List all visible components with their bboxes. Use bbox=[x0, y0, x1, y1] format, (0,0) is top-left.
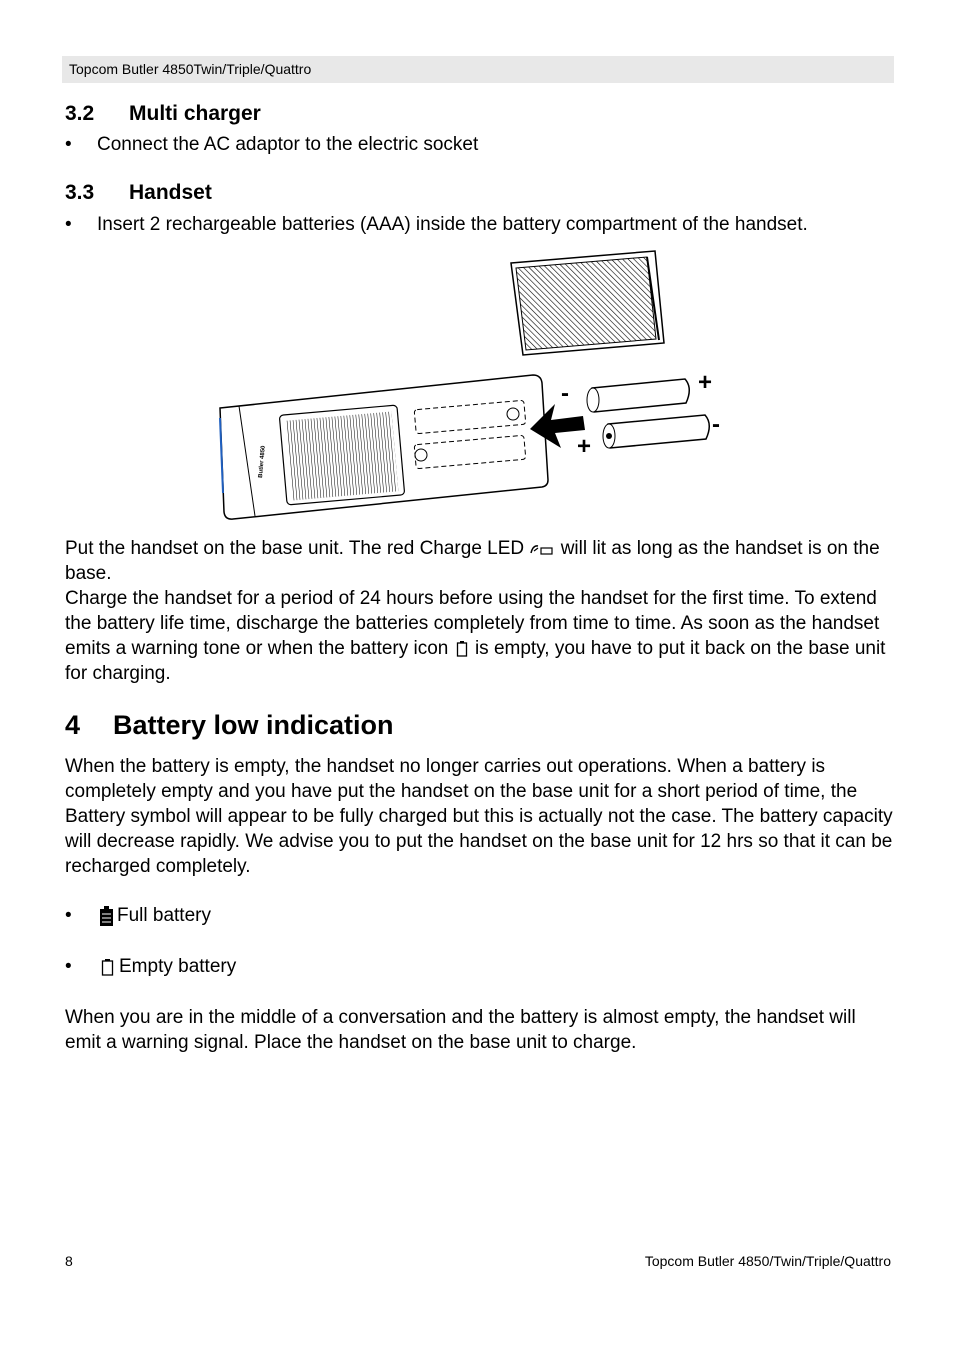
bullet-full-battery bbox=[65, 905, 211, 927]
minus-sign: - bbox=[712, 411, 720, 438]
section-number: 4 bbox=[65, 710, 81, 740]
bullet-mark: • bbox=[65, 905, 72, 927]
paragraph-text: Put the handset on the base unit. The red Charge LED bbox=[65, 538, 525, 559]
battery-bottom bbox=[603, 415, 709, 448]
plus-sign: + bbox=[698, 369, 713, 396]
paragraph-charge-period bbox=[65, 586, 895, 686]
paragraph-text: Charge the handset for a period of 24 hours before using the handset for the first time. To extend the battery life time, discharge the batteries completely from time to time. As soon as the handset emits a warning tone or when the battery icon bbox=[65, 588, 880, 659]
section-title: Handset bbox=[129, 181, 212, 204]
section-title: Multi charger bbox=[129, 102, 261, 125]
running-header-title: Topcom Butler 4850Twin/Triple/Quattro bbox=[69, 61, 312, 77]
bullet-text: Connect the AC adaptor to the electric socket bbox=[97, 134, 479, 155]
section-heading-3-2 bbox=[65, 102, 261, 126]
battery-insertion-figure bbox=[215, 248, 725, 528]
bullet-mark: • bbox=[65, 214, 72, 235]
battery-full-icon bbox=[97, 905, 117, 927]
paragraph-text: will lit as long as the handset is on the base. bbox=[65, 538, 880, 584]
page-number: 8 bbox=[65, 1253, 73, 1269]
section-number: 3.2 bbox=[65, 102, 95, 125]
paragraph-warning-signal: When you are in the middle of a conversation and the battery is almost empty, the handset will emit a warning signal. Place the handset on the base unit to charge. bbox=[65, 1007, 856, 1053]
section-title: Battery low indication bbox=[113, 710, 394, 740]
bullet-mark: • bbox=[65, 134, 72, 155]
paragraph-charge-led bbox=[65, 536, 895, 586]
charge-led-icon bbox=[529, 542, 555, 556]
bullet-insert-batteries bbox=[65, 214, 808, 236]
bullet-connect-adaptor bbox=[65, 134, 478, 156]
battery-empty-icon bbox=[454, 640, 470, 658]
bullet-mark: • bbox=[65, 956, 72, 977]
paragraph-battery-empty: When the battery is empty, the handset no longer carries out operations. When a battery is completely empty and you have put the handset on the base unit for a short period of time, the Battery symbol will appear to be fully charged but this is actually not the case. The battery capacity will decrease rapidly. We advise you to put the handset on the base unit for 12 hrs so that it can be recharged completely. bbox=[65, 756, 893, 877]
battery-empty-icon bbox=[97, 957, 119, 977]
section-heading-3-3 bbox=[65, 181, 212, 205]
battery-top bbox=[587, 379, 689, 412]
battery-cover bbox=[511, 251, 664, 355]
section-heading-4 bbox=[65, 710, 394, 741]
section-number: 3.3 bbox=[65, 181, 95, 204]
running-header bbox=[62, 56, 894, 83]
bullet-text: Empty battery bbox=[119, 956, 237, 977]
handset-body bbox=[220, 375, 548, 519]
bullet-text: Full battery bbox=[117, 905, 211, 927]
footer-title: Topcom Butler 4850/Twin/Triple/Quattro bbox=[644, 1253, 891, 1269]
handset-model-label: Butler 4850 bbox=[258, 445, 267, 479]
paragraph-text: is empty, you have to put it back on the base unit for charging. bbox=[65, 638, 886, 684]
minus-sign: - bbox=[561, 380, 569, 407]
bullet-empty-battery bbox=[65, 956, 236, 978]
bullet-text: Insert 2 rechargeable batteries (AAA) inside the battery compartment of the handset. bbox=[97, 214, 808, 235]
plus-sign: + bbox=[577, 433, 592, 460]
